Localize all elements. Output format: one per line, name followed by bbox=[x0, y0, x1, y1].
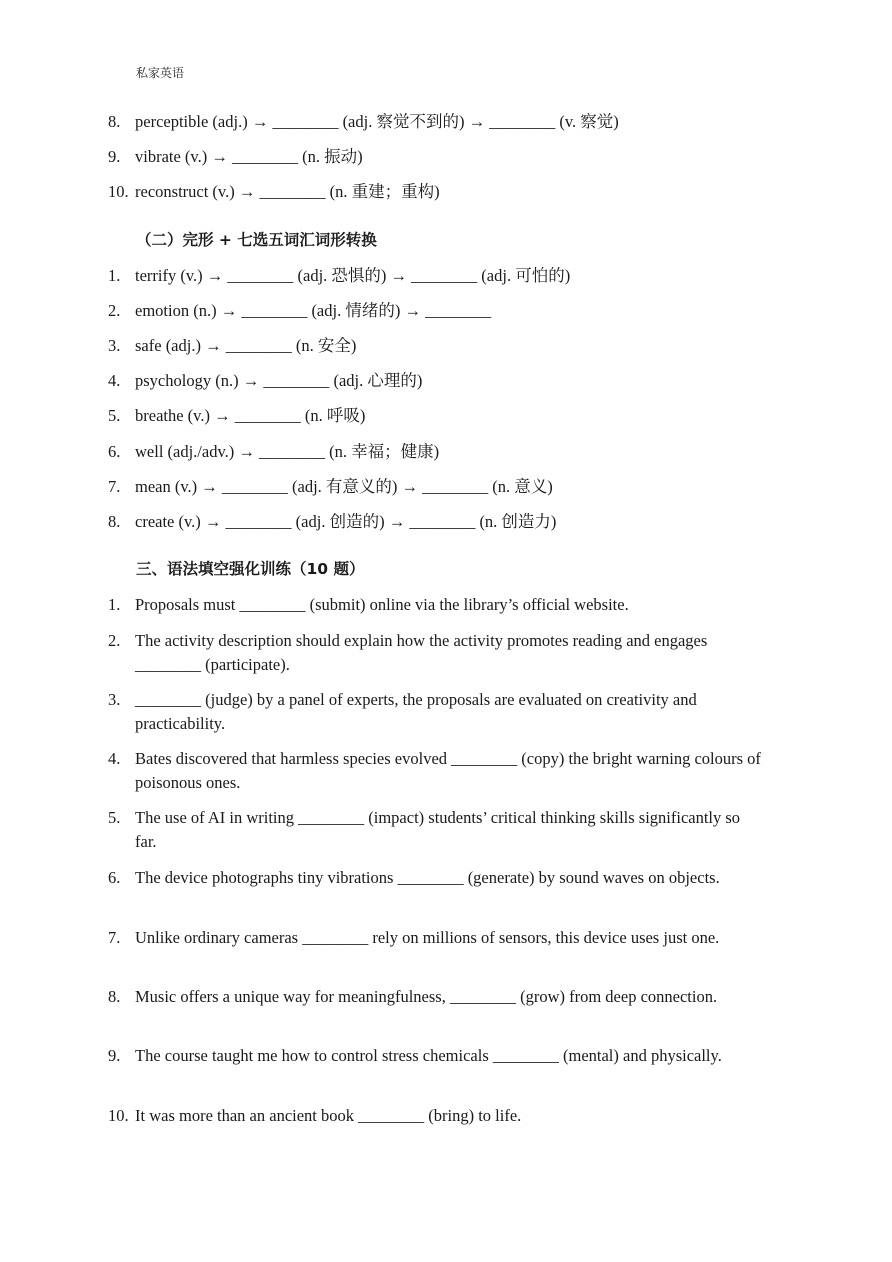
item-text: psychology (n.) → ________ (adj. 心理的) bbox=[135, 371, 423, 390]
section-heading: 三、语法填空强化训练（10 题） bbox=[136, 560, 365, 578]
item-text: reconstruct (v.) → ________ (n. 重建；重构) bbox=[135, 182, 440, 201]
item-text: ________ (judge) by a panel of experts, the proposals are evaluated on creativity and practicability. bbox=[135, 690, 697, 733]
item-number: 9. bbox=[108, 1046, 121, 1065]
item-number: 5. bbox=[108, 406, 121, 425]
item-text: It was more than an ancient book ________ (bring) to life. bbox=[135, 1106, 522, 1125]
item-number: 1. bbox=[108, 595, 121, 614]
item-text: breathe (v.) → ________ (n. 呼吸) bbox=[135, 406, 366, 425]
item-number: 8. bbox=[108, 987, 121, 1006]
item-text: Proposals must ________ (submit) online via the library’s official website. bbox=[135, 595, 629, 614]
item-text: Music offers a unique way for meaningfulness, ________ (grow) from deep connection. bbox=[135, 987, 718, 1006]
item-text: safe (adj.) → ________ (n. 安全) bbox=[135, 336, 357, 355]
item-text: create (v.) → ________ (adj. 创造的) → ________ (n. 创造力) bbox=[135, 512, 557, 531]
item-text: terrify (v.) → ________ (adj. 恐惧的) → ________ (adj. 可怕的) bbox=[135, 266, 571, 285]
item-text: vibrate (v.) → ________ (n. 振动) bbox=[135, 147, 363, 166]
item-number: 7. bbox=[108, 477, 121, 496]
item-number: 6. bbox=[108, 868, 121, 887]
item-text: Bates discovered that harmless species evolved ________ (copy) the bright warning colours of poisonous ones. bbox=[135, 749, 761, 792]
item-number: 10. bbox=[108, 1106, 129, 1125]
item-text: The device photographs tiny vibrations ________ (generate) by sound waves on objects. bbox=[135, 868, 720, 887]
item-number: 4. bbox=[108, 371, 121, 390]
item-number: 10. bbox=[108, 182, 129, 201]
item-number: 2. bbox=[108, 301, 121, 320]
item-number: 2. bbox=[108, 631, 121, 650]
item-text: The use of AI in writing ________ (impact) students’ critical thinking skills significantly so far. bbox=[135, 808, 741, 851]
item-number: 5. bbox=[108, 808, 121, 827]
item-text: Unlike ordinary cameras ________ rely on millions of sensors, this device uses just one. bbox=[135, 928, 720, 947]
item-number: 6. bbox=[108, 442, 121, 461]
item-text: well (adj./adv.) → ________ (n. 幸福；健康) bbox=[135, 442, 440, 461]
section-heading: （二）完形 + 七选五词汇词形转换 bbox=[136, 231, 377, 249]
item-text: perceptible (adj.) → ________ (adj. 察觉不到的) → ________ (v. 察觉) bbox=[135, 112, 619, 131]
item-number: 8. bbox=[108, 512, 121, 531]
item-number: 9. bbox=[108, 147, 121, 166]
item-number: 7. bbox=[108, 928, 121, 947]
item-text: The course taught me how to control stress chemicals ________ (mental) and physically. bbox=[135, 1046, 722, 1065]
item-number: 4. bbox=[108, 749, 121, 768]
item-number: 1. bbox=[108, 266, 121, 285]
item-text: emotion (n.) → ________ (adj. 情绪的) → ________ bbox=[135, 301, 492, 320]
item-text: mean (v.) → ________ (adj. 有意义的) → ________ (n. 意义) bbox=[135, 477, 553, 496]
item-number: 8. bbox=[108, 112, 121, 131]
page-header-brand: 私家英语 bbox=[136, 66, 185, 80]
item-number: 3. bbox=[108, 690, 121, 709]
item-number: 3. bbox=[108, 336, 121, 355]
item-text: The activity description should explain how the activity promotes reading and engages ________ (participate). bbox=[135, 631, 708, 674]
